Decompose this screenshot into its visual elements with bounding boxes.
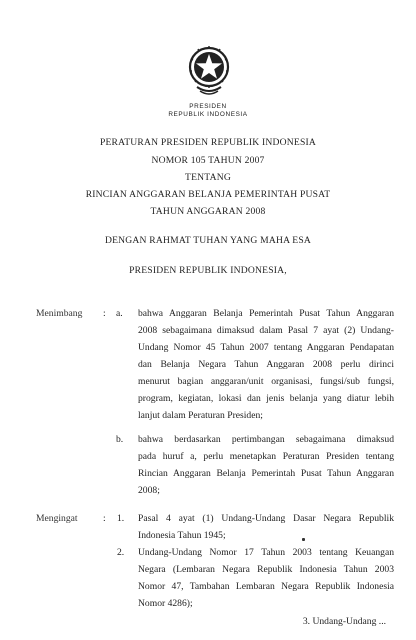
menimbang-label: Menimbang — [36, 308, 83, 319]
mengingat-colon: : — [103, 513, 106, 524]
menimbang-a-line-6: program, kegiatan, lokasi dan jenis belanja yang diatur lebih — [138, 393, 394, 404]
menimbang-b-line-2: pada huruf a, perlu menetapkan Peraturan Presiden tentang — [138, 451, 394, 462]
title-line-1: PERATURAN PRESIDEN REPUBLIK INDONESIA — [99, 137, 317, 148]
title-line-2: NOMOR 105 TAHUN 2007 — [151, 155, 265, 166]
page-footer-continuation: 3. Undang-Undang ... — [302, 616, 386, 627]
mengingat-2-marker: 2. — [117, 547, 125, 558]
mengingat-1-line-1: Pasal 4 ayat (1) Undang-Undang Dasar Negara Republik — [138, 513, 394, 524]
title-line-3: TENTANG — [185, 172, 231, 183]
mengingat-2-line-2: Negara (Lembaran Negara Republik Indonesia Tahun 2003 — [138, 564, 394, 575]
mengingat-1-line-2: Indonesia Tahun 1945; — [138, 530, 226, 541]
menimbang-a-line-1: bahwa Anggaran Belanja Pemerintah Pusat Tahun Anggaran — [138, 308, 394, 319]
garuda-star-emblem-icon — [185, 37, 233, 101]
issuer-line-1: PRESIDEN — [189, 103, 227, 110]
menimbang-a-marker: a. — [116, 308, 123, 319]
mengingat-2-line-3: Nomor 47, Tambahan Lembaran Negara Republik Indonesia — [138, 581, 394, 592]
menimbang-a-line-2: 2008 sebagaimana dimaksud dalam Pasal 7 ayat (2) Undang- — [138, 325, 394, 336]
issuer-line-2: REPUBLIK INDONESIA — [168, 111, 248, 118]
menimbang-b-line-4: 2008; — [138, 485, 160, 496]
menimbang-b-marker: b. — [116, 434, 124, 445]
scan-speck — [302, 538, 305, 541]
menimbang-a-line-5: menurut bagian anggaran/unit organisasi, fungsi/sub fungsi, — [138, 376, 394, 387]
menimbang-b-line-1: bahwa berdasarkan pertimbangan sebagaimana dimaksud — [138, 434, 394, 445]
menimbang-a-line-7: lanjut dalam Peraturan Presiden; — [138, 410, 263, 421]
menimbang-b-line-3: Rincian Anggaran Belanja Pemerintah Pusat Tahun Anggaran — [138, 468, 394, 479]
title-line-4: RINCIAN ANGGARAN BELANJA PEMERINTAH PUSAT — [85, 189, 331, 200]
mengingat-label: Mengingat — [36, 513, 78, 524]
title-line-5: TAHUN ANGGARAN 2008 — [150, 206, 266, 217]
menimbang-a-line-4: dan Belanja Negara Tahun Anggaran 2008 perlu dirinci — [138, 359, 394, 370]
menimbang-a-line-3: Undang Nomor 45 Tahun 2007 tentang Anggaran Pendapatan — [138, 342, 394, 353]
president-heading: PRESIDEN REPUBLIK INDONESIA, — [129, 265, 287, 276]
mengingat-2-line-1: Undang-Undang Nomor 17 Tahun 2003 tentang Keuangan — [138, 547, 394, 558]
mengingat-2-line-4: Nomor 4286); — [138, 598, 193, 609]
invocation: DENGAN RAHMAT TUHAN YANG MAHA ESA — [104, 235, 312, 246]
mengingat-1-marker: 1. — [117, 513, 125, 524]
menimbang-colon: : — [103, 308, 106, 319]
